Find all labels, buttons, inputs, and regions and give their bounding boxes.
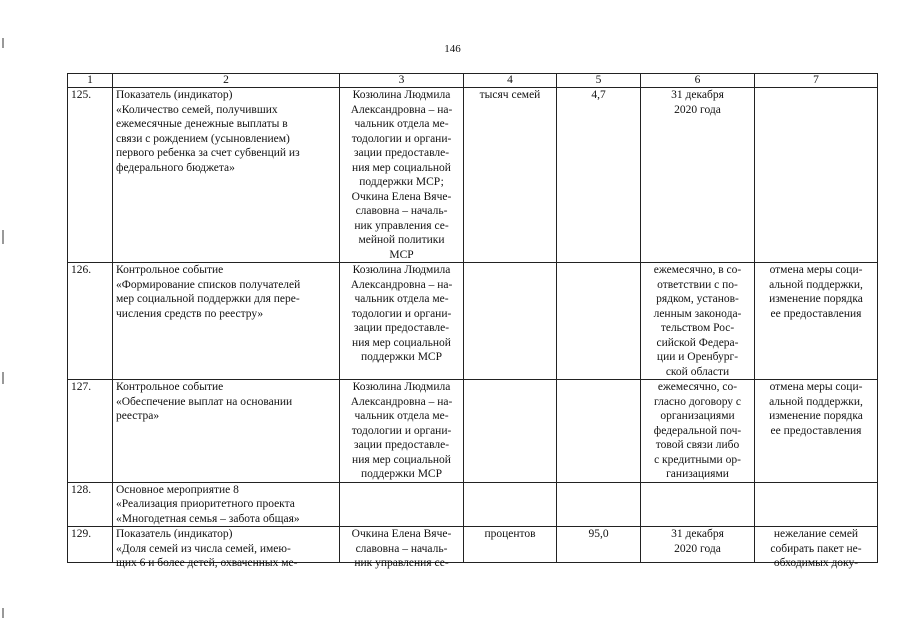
measure-name-line: «Количество семей, получивших bbox=[116, 103, 278, 116]
measure-name-line: первого ребенка за счет субвенций из bbox=[116, 147, 300, 159]
scan-edge-mark bbox=[2, 38, 4, 48]
measure-name bbox=[113, 88, 340, 263]
deadline-line: федеральной поч- bbox=[653, 424, 742, 437]
deadline bbox=[641, 482, 755, 527]
deadline-line: товой связи либо bbox=[655, 439, 740, 451]
responsible-person-line: тодологии и органи- bbox=[351, 307, 452, 320]
row-number: 127. bbox=[68, 380, 113, 483]
responsible-person-line: тодологии и органи- bbox=[351, 132, 452, 145]
risks bbox=[755, 380, 878, 483]
measure-name-line: «Формирование списков получателей bbox=[116, 278, 301, 291]
column-header: 2 bbox=[113, 74, 340, 88]
responsible-person-line: Козюлина Людмила bbox=[352, 264, 451, 276]
deadline-line: ответствии с по- bbox=[657, 278, 738, 291]
measure-name bbox=[113, 482, 340, 527]
responsible-person-line: Козюлина Людмила bbox=[352, 89, 451, 101]
measure-name-line: «Реализация приоритетного проекта bbox=[116, 498, 295, 510]
responsible-person bbox=[340, 380, 464, 483]
deadline-line: 31 декабря bbox=[671, 89, 724, 101]
responsible-person-line: Козюлина Людмила bbox=[352, 381, 451, 393]
risks-line: изменение порядка bbox=[769, 410, 863, 422]
responsible-person-line: поддержки МСР; bbox=[359, 176, 444, 188]
column-header: 4 bbox=[464, 74, 557, 88]
risks bbox=[755, 482, 878, 527]
risks-line: обходимых доку- bbox=[773, 557, 859, 569]
row-number: 129. bbox=[68, 527, 113, 563]
table-row bbox=[68, 527, 878, 563]
responsible-person bbox=[340, 527, 464, 569]
column-header: 1 bbox=[68, 74, 113, 88]
deadline-line: 31 декабря bbox=[671, 528, 724, 540]
target-value bbox=[557, 482, 641, 527]
table-row bbox=[68, 263, 878, 380]
responsible-person-line: чальник отдела ме- bbox=[354, 410, 449, 422]
risks-line: отмена меры соци- bbox=[769, 381, 863, 393]
responsible-person bbox=[340, 88, 464, 263]
responsible-person-line: ния мер социальной bbox=[352, 336, 451, 349]
deadline-line: рядком, установ- bbox=[656, 293, 739, 305]
measure-name-line: связи с рождением (усыновлением) bbox=[116, 132, 290, 145]
column-header: 7 bbox=[755, 74, 878, 88]
measures-table bbox=[67, 73, 878, 569]
measure-name-line: Контрольное событие bbox=[116, 381, 224, 393]
deadline-line: 2020 года bbox=[674, 103, 721, 116]
risks bbox=[755, 263, 878, 380]
measure-name-line: реестра» bbox=[116, 410, 160, 422]
responsible-person-line: Очкина Елена Вяче- bbox=[351, 190, 452, 203]
responsible-person-line: чальник отдела ме- bbox=[354, 118, 449, 130]
deadline bbox=[641, 527, 755, 563]
responsible-person-line: поддержки МСР bbox=[361, 468, 442, 480]
target-value: 4,7 bbox=[557, 88, 641, 263]
target-value bbox=[557, 380, 641, 483]
measure-name-line: числения средств по реестру» bbox=[116, 307, 264, 320]
deadline bbox=[641, 380, 755, 483]
page-number: 146 bbox=[444, 43, 461, 55]
target-value bbox=[557, 263, 641, 380]
measure-name-line: Показатель (индикатор) bbox=[116, 89, 233, 101]
deadline-line: ежемесячно, в со- bbox=[653, 264, 742, 276]
responsible-person-line: ния мер социальной bbox=[352, 453, 451, 466]
risks-line: альной поддержки, bbox=[769, 395, 863, 408]
responsible-person-line: поддержки МСР bbox=[361, 351, 442, 363]
risks-line: собирать пакет не- bbox=[770, 542, 862, 555]
measure-name-line: щих 6 и более детей, охваченных ме- bbox=[116, 557, 298, 569]
risks-line: изменение порядка bbox=[769, 293, 863, 305]
measure-name bbox=[113, 380, 340, 483]
measure-name-line: федерального бюджета» bbox=[116, 161, 235, 174]
responsible-person-line: Александровна – на- bbox=[350, 278, 453, 291]
risks bbox=[755, 527, 878, 569]
responsible-person-line: МСР bbox=[389, 248, 414, 261]
measure-name-line: Показатель (индикатор) bbox=[116, 528, 233, 540]
deadline-line: ежемесячно, со- bbox=[657, 381, 738, 393]
scan-edge-mark bbox=[2, 372, 4, 384]
responsible-person-line: зации предоставле- bbox=[353, 322, 450, 334]
unit-of-measure bbox=[464, 380, 557, 483]
measure-name-line: Основное мероприятие 8 bbox=[116, 483, 239, 496]
responsible-person-line: Очкина Елена Вяче- bbox=[351, 528, 452, 540]
responsible-person-line: тодологии и органи- bbox=[351, 424, 452, 437]
deadline-line: сийской Федера- bbox=[656, 336, 739, 349]
deadline-line: ганизациями bbox=[666, 468, 729, 480]
responsible-person-line: чальник отдела ме- bbox=[354, 293, 449, 305]
measure-name bbox=[113, 527, 340, 569]
unit-of-measure bbox=[464, 263, 557, 380]
table-header-row bbox=[68, 74, 878, 88]
responsible-person-line: Александровна – на- bbox=[350, 103, 453, 116]
deadline-line: ции и Оренбург- bbox=[656, 351, 739, 363]
responsible-person-line: ник управления се- bbox=[354, 219, 449, 232]
risks bbox=[755, 88, 878, 263]
column-header: 5 bbox=[557, 74, 641, 88]
deadline bbox=[641, 88, 755, 263]
unit-of-measure bbox=[464, 482, 557, 527]
deadline-line: с кредитными ор- bbox=[654, 453, 741, 466]
responsible-person-line: славовна – началь- bbox=[355, 542, 448, 555]
scan-edge-mark bbox=[2, 230, 4, 244]
measure-name-line: ежемесячные денежные выплаты в bbox=[116, 118, 288, 130]
deadline-line: гласно договору с bbox=[653, 395, 742, 408]
unit-of-measure: процентов bbox=[464, 527, 557, 563]
responsible-person-line: Александровна – на- bbox=[350, 395, 453, 408]
scan-edge-mark bbox=[2, 608, 4, 618]
responsible-person bbox=[340, 482, 464, 527]
deadline-line: ленным законода- bbox=[653, 307, 742, 320]
responsible-person-line: ник управления се- bbox=[354, 557, 449, 569]
deadline-line: 2020 года bbox=[674, 542, 721, 555]
table-row bbox=[68, 482, 878, 527]
row-number: 125. bbox=[68, 88, 113, 263]
table-row bbox=[68, 380, 878, 483]
row-number: 126. bbox=[68, 263, 113, 380]
unit-of-measure: тысяч семей bbox=[464, 88, 557, 263]
measure-name-line: «Многодетная семья – забота общая» bbox=[116, 512, 300, 525]
responsible-person-line: мейной политики bbox=[358, 234, 445, 246]
column-header: 3 bbox=[340, 74, 464, 88]
measure-name-line: мер социальной поддержки для пере- bbox=[116, 293, 300, 305]
target-value: 95,0 bbox=[557, 527, 641, 563]
measure-name-line: «Доля семей из числа семей, имею- bbox=[116, 542, 291, 555]
risks-line: ее предоставления bbox=[770, 307, 862, 320]
responsible-person-line: зации предоставле- bbox=[353, 439, 450, 451]
column-header: 6 bbox=[641, 74, 755, 88]
measure-name-line: Контрольное событие bbox=[116, 264, 224, 276]
risks-line: отмена меры соци- bbox=[769, 264, 863, 276]
responsible-person bbox=[340, 263, 464, 380]
responsible-person-line: ния мер социальной bbox=[352, 161, 451, 174]
table-row bbox=[68, 88, 878, 263]
responsible-person-line: славовна – началь- bbox=[355, 205, 448, 217]
risks-line: альной поддержки, bbox=[769, 278, 863, 291]
risks-line: ее предоставления bbox=[770, 424, 862, 437]
row-number: 128. bbox=[68, 482, 113, 527]
measure-name bbox=[113, 263, 340, 380]
risks-line: нежелание семей bbox=[773, 528, 859, 540]
deadline bbox=[641, 263, 755, 380]
deadline-line: организациями bbox=[660, 410, 735, 422]
responsible-person-line: зации предоставле- bbox=[353, 147, 450, 159]
deadline-line: ской области bbox=[665, 365, 730, 378]
measure-name-line: «Обеспечение выплат на основании bbox=[116, 395, 293, 408]
deadline-line: тельством Рос- bbox=[660, 322, 735, 334]
